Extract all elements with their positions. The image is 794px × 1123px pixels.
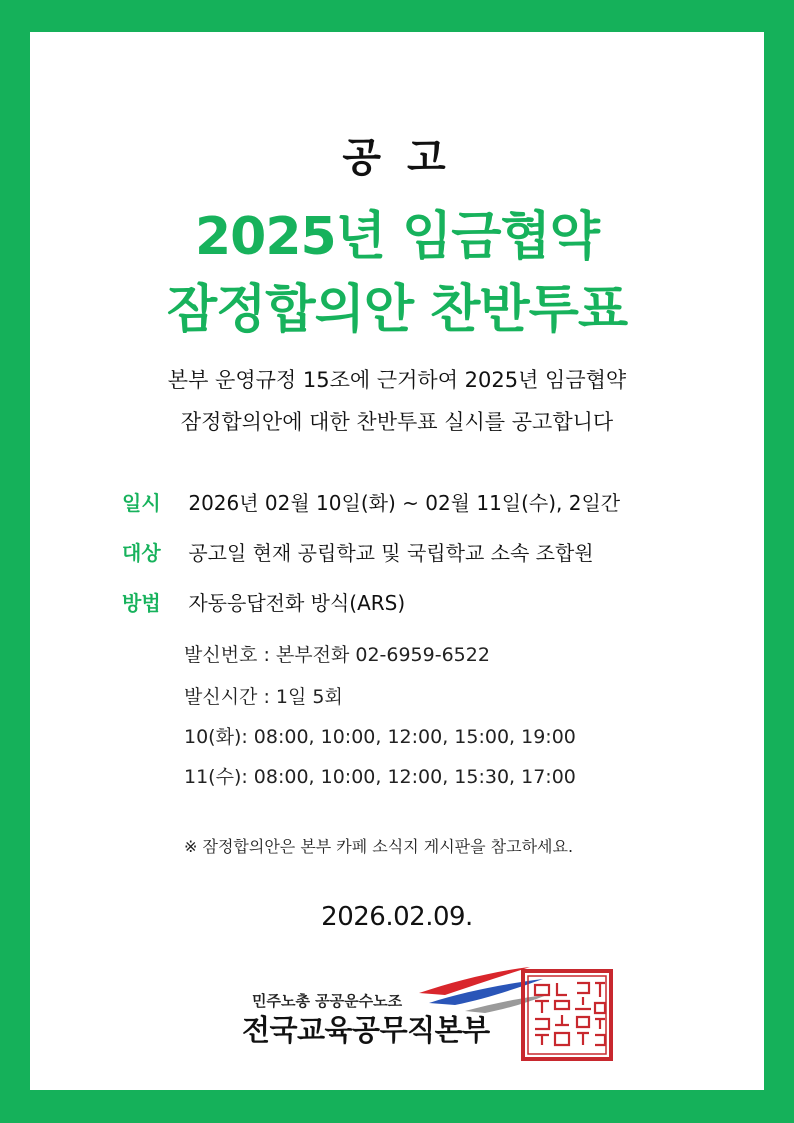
notice-heading: 공 고 [342, 135, 452, 181]
detail-row-target [122, 537, 594, 566]
call-times-wednesday: 11(수): 08:00, 10:00, 12:00, 15:30, 17:00 [184, 766, 576, 788]
call-times-tuesday: 10(화): 08:00, 10:00, 12:00, 15:00, 19:00 [184, 726, 576, 748]
notice-title-line-1: 2025년 임금협약 [195, 207, 599, 267]
detail-label-method: 방법 [122, 591, 161, 615]
detail-label-target: 대상 [122, 541, 161, 565]
reference-note: ※ 잠정합의안은 본부 카페 소식지 게시판을 참고하세요. [184, 837, 574, 856]
detail-value-target: 공고일 현재 공립학교 및 국립학교 소속 조합원 [188, 541, 594, 565]
notice-date: 2026.02.09. [321, 902, 473, 932]
caller-number: 발신번호 : 본부전화 02-6959-6522 [184, 644, 490, 666]
detail-value-method: 자동응답전화 방식(ARS) [188, 591, 406, 615]
detail-label-schedule: 일시 [122, 491, 161, 515]
detail-value-schedule: 2026년 02월 10일(화) ~ 02월 11일(수), 2일간 [188, 491, 621, 515]
detail-row-schedule [122, 487, 620, 516]
union-seal-stamp-icon [519, 967, 615, 1063]
intro-line-2: 잠정합의안에 대한 찬반투표 실시를 공고합니다 [180, 410, 614, 434]
intro-line-1: 본부 운영규정 15조에 근거하여 2025년 임금협약 [167, 368, 627, 392]
union-affiliation: 민주노총 공공운수노조 [252, 992, 403, 1010]
notice-sheet [30, 32, 764, 1090]
union-name: 전국교육공무직본부 [242, 1013, 490, 1047]
call-frequency: 발신시간 : 1일 5회 [184, 686, 343, 708]
notice-title-line-2: 잠정합의안 찬반투표 [166, 280, 628, 340]
detail-row-method [122, 587, 405, 616]
